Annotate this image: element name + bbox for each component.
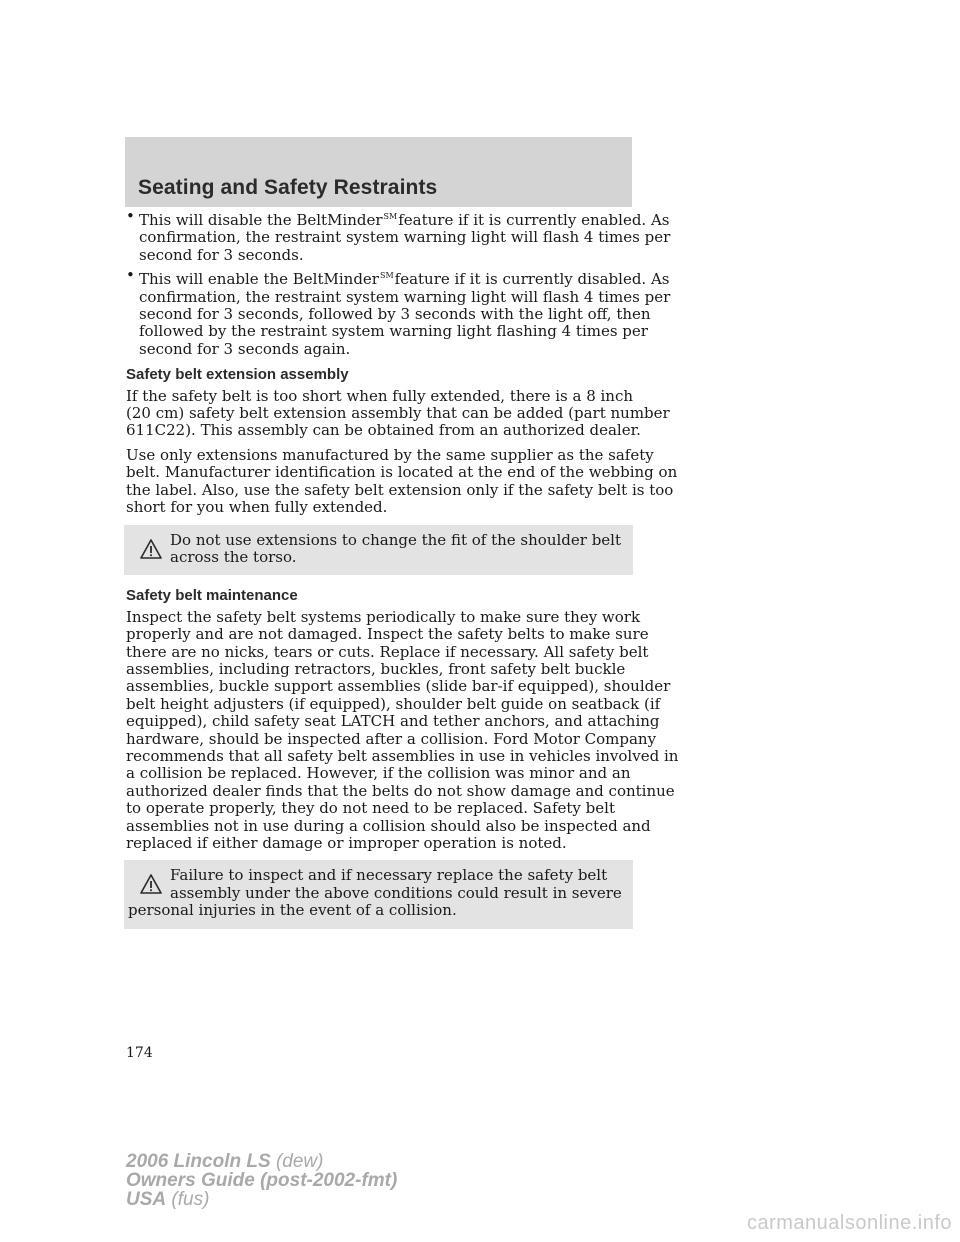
page-number: 174 <box>126 1045 153 1061</box>
text-line: confirmation, the restraint system warning light will flash 4 times per <box>139 287 671 306</box>
paragraph: If the safety belt is too short when fully extended, there is a 8 inch (20 cm) safety belt extension assembly that can be added (part number 611C22). This assembly can be obtained from an authorized dealer. <box>126 386 670 440</box>
text-line: second for 3 seconds. <box>139 245 304 264</box>
section-heading-extension: Safety belt extension assembly <box>126 366 349 384</box>
bullet-item <box>126 207 671 264</box>
footer-line: 2006 Lincoln LS (dew) <box>126 1151 324 1172</box>
bullet-first-line: This will disable the BeltMinder℠feature if it is currently enabled. As <box>139 211 670 229</box>
warning-box: Do not use extensions to change the fit of the shoulder belt across the torso. <box>124 525 633 576</box>
warning-triangle-icon <box>140 539 162 559</box>
text-line: second for 3 seconds, followed by 3 seconds with the light off, then <box>139 305 651 324</box>
paragraph: Inspect the safety belt systems periodically to make sure they work properly and are not damaged. Inspect the safety belts to make sure there are no nicks, tears or cuts. Replace if necessary. All safety belt assemblies, including retractors, buckles, front safety belt buckle assemblies, buckle support assemblies (slide bar-if equipped), shoulder belt height adjusters (if equipped), shoulder belt guide on seatback (if equipped), child safety seat LATCH and tether anchors, and attaching hardware, should be inspected after a collision. Ford Motor Company recommends that all safety belt assemblies in use in vehicles involved in a collision be replaced. However, if the collision was minor and an authorized dealer finds that the belts do not show damage and continue to operate properly, they do not need to be replaced. Safety belt assemblies not in use during a collision should also be inspected and replaced if either damage or improper operation is noted. <box>126 607 679 852</box>
warning-triangle-icon <box>140 874 162 894</box>
footer-line: Owners Guide (post-2002-fmt) <box>126 1170 398 1191</box>
section-heading-maintenance: Safety belt maintenance <box>126 587 298 605</box>
page-title: Seating and Safety Restraints <box>138 176 438 199</box>
bullet-dot: • <box>126 266 135 285</box>
footer-line: USA (fus) <box>126 1189 210 1210</box>
bullet-dot: • <box>126 207 135 225</box>
bullet-item <box>126 266 671 358</box>
service-mark: SM <box>379 271 394 281</box>
text-line: followed by the restraint system warning light flashing 4 times per <box>139 322 648 341</box>
content <box>126 207 679 941</box>
service-mark: SM <box>383 212 398 221</box>
text-line: second for 3 seconds again. <box>139 339 351 358</box>
paragraph: Use only extensions manufactured by the same supplier as the safety belt. Manufacturer identification is located at the end of the webbing on the label. Also, use the safety belt extension only if the safety belt is too short for you when fully extended. <box>126 445 678 517</box>
text-line: confirmation, the restraint system warning light will flash 4 times per <box>139 228 671 247</box>
document-footer <box>126 1152 397 1209</box>
watermark: carmanualsonline.info <box>746 1212 952 1234</box>
bullet-first-line: This will enable the BeltMinder℠feature if it is currently disabled. As <box>139 270 670 289</box>
warning-box: Failure to inspect and if necessary replace the safety belt assembly under the above conditions could result in severe personal injuries in the event of a collision. <box>124 860 633 928</box>
